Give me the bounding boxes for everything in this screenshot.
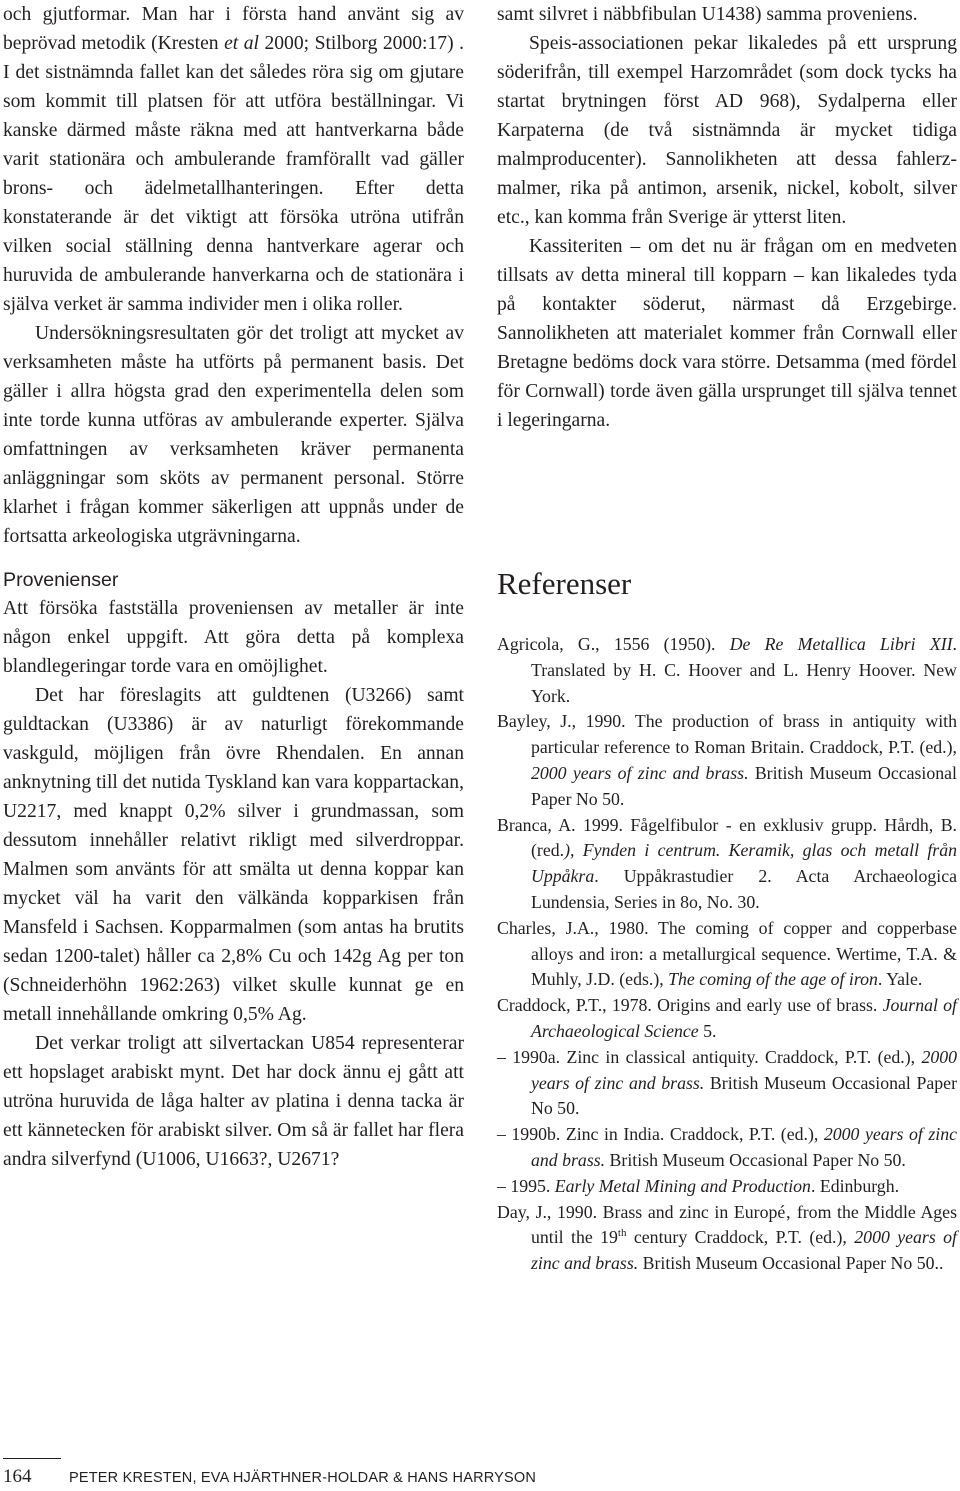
running-head: PETER KRESTEN, EVA HJÄRTHNER-HOLDAR & HANS HARRYSON (69, 1470, 537, 1486)
paragraph: Undersökningsresultaten gör det troligt att mycket av verksamheten måste ha utförts på permanent basis. Det gäller i allra högsta grad den experimentella delen som inte torde kunna utföras av ambulerande experter. Själva omfattningen av verksamheten kräver permanenta anläggningar som sköts av permanent personal. Större klarhet i frågan kommer säkerligen att uppnås under de fortsatta arkeologiska utgrävningarna. (3, 323, 464, 547)
reference-list (497, 632, 957, 1277)
paragraph: Att försöka fastställa proveniensen av metaller är inte någon enkel uppgift. Att göra detta på komplexa blandlegeringar torde vara en omöjlighet. (3, 598, 464, 677)
section-heading-provenienser: Provenienser (3, 569, 119, 591)
right-column (497, 0, 957, 1274)
reference-item: Agricola, G., 1556 (1950). De Re Metallica Libri XII. Translated by H. C. Hoover and L. Henry Hoover. New York. (497, 634, 957, 706)
reference-item: – 1990b. Zinc in India. Craddock, P.T. (ed.), 2000 years of zinc and brass. British Museum Occasional Paper No 50. (497, 1124, 957, 1170)
reference-item: Day, J., 1990. Brass and zinc in Europé‚ from the Middle Ages until the 19th century Craddock, P.T. (ed.), 2000 years of zinc and brass. British Museum Occasional Paper No 50.. (497, 1201, 957, 1274)
paragraph: Det har föreslagits att guldtenen (U3266) samt guldtackan (U3386) är av naturligt förekommande vaskguld, möjligen från övre Rhendalen. En annan anknytning till det nutida Tyskland kan vara koppartackan, U2217, med knappt 0,2% silver i grundmassan, som dessutom innehåller relativt rikligt med silverdroppar. Malmen som använts för att smälta ut denna koppar kan mycket väl ha varit den välkända kopparkisen från Mansfeld i Sachsen. Kopparmalmen (som antas ha brutits sedan 1200-talet) håller ca 2,8% Cu och 142g Ag per ton (Schneiderhöhn 1962:263) vilket skulle kunnat ge en metall innehållande omkring 0,5% Ag. (3, 685, 464, 1025)
italic-text: et al (224, 33, 259, 54)
paragraph: samt silvret i näbbfibulan U1438) samma proveniens. (497, 4, 918, 25)
page-number: 164 (3, 1466, 32, 1487)
paragraph: Det verkar troligt att silvertackan U854 representerar ett hopslaget arabiskt mynt. Det har dock ännu ej gått att utröna huruvida de låga halter av platina i denna tacka är ett kännetecken för arabiskt silver. Om så är fallet har flera andra silverfynd (U1006, U1663?, U2671? (3, 1033, 464, 1170)
text-run: och gjutformar. Man har i första hand använt sig av beprövad metodik (Kresten (3, 4, 464, 54)
reference-item: – 1995. Early Metal Mining and Production. Edinburgh. (497, 1175, 900, 1196)
reference-item: Charles, J.A., 1980. The coming of copper and copperbase alloys and iron: a metallurgical sequence. Wertime, T.A. & Muhly, J.D. (eds.), The coming of the age of iron. Yale. (497, 917, 957, 990)
left-column (3, 0, 464, 1174)
section-heading-referenser: Referenser (497, 566, 632, 601)
reference-item: – 1990a. Zinc in classical antiquity. Craddock, P.T. (ed.), 2000 years of zinc and brass. British Museum Occasional Paper No 50. (497, 1046, 957, 1119)
text-run: 2000; Stilborg 2000:17) . I det sistnämnda fallet kan det således röra sig om gjutare som kommit till platsen för att utföra beställningar. Vi kanske därmed måste räkna med att hantverkarna både varit stationära och ambulerande framförallt vad gäller brons- och ädelmetallhanteringen. Efter detta konstaterande är det viktigt att försöka utröna utifrån vilken social ställning denna hantverkare agerar och huruvida de ambulerande hanverkarna och de stationära i själva verket är samma individer men i olika roller. (3, 33, 464, 315)
paragraph (3, 0, 464, 319)
reference-item: Bayley, J., 1990. The production of brass in antiquity with particular reference to Roman Britain. Craddock, P.T. (ed.), 2000 years of zinc and brass. British Museum Occasional Paper No 50. (497, 711, 957, 809)
paragraph: Kassiteriten – om det nu är frågan om en medveten tillsats av detta mineral till kopparn – kan likaledes tyda på kontakter söderut, närmast då Erzgebirge. Sannolikheten att materialet kommer från Cornwall eller Bretagne bedöms dock vara större. Detsamma (med fördel för Cornwall) torde även gälla ursprunget till själva tennet i legeringarna. (497, 236, 957, 431)
reference-item: Branca, A. 1999. Fågelfibulor - en exklusiv grupp. Hårdh, B. (red.), Fynden i centrum. Keramik, glas och metall från Uppåkra. Uppåkrastudier 2. Acta Archaeologica Lundensia, Series in 8o, No. 30. (497, 814, 957, 912)
footer-rule (3, 1458, 61, 1459)
paragraph: Speis-associationen pekar likaledes på ett ursprung söderifrån, till exempel Harzområdet (som dock tycks ha startat brytningen först AD 968), Sydalperna eller Karpaterna (de två sistnämnda är mycket tidiga malmproducenter). Sannolikheten att dessa fahlerz-malmer, rika på antimon, arsenik, nickel, kobolt, silver etc., kan komma från Sverige är ytterst liten. (497, 33, 957, 228)
reference-item: Craddock, P.T., 1978. Origins and early use of brass. Journal of Archaeological Science 5. (497, 995, 957, 1041)
